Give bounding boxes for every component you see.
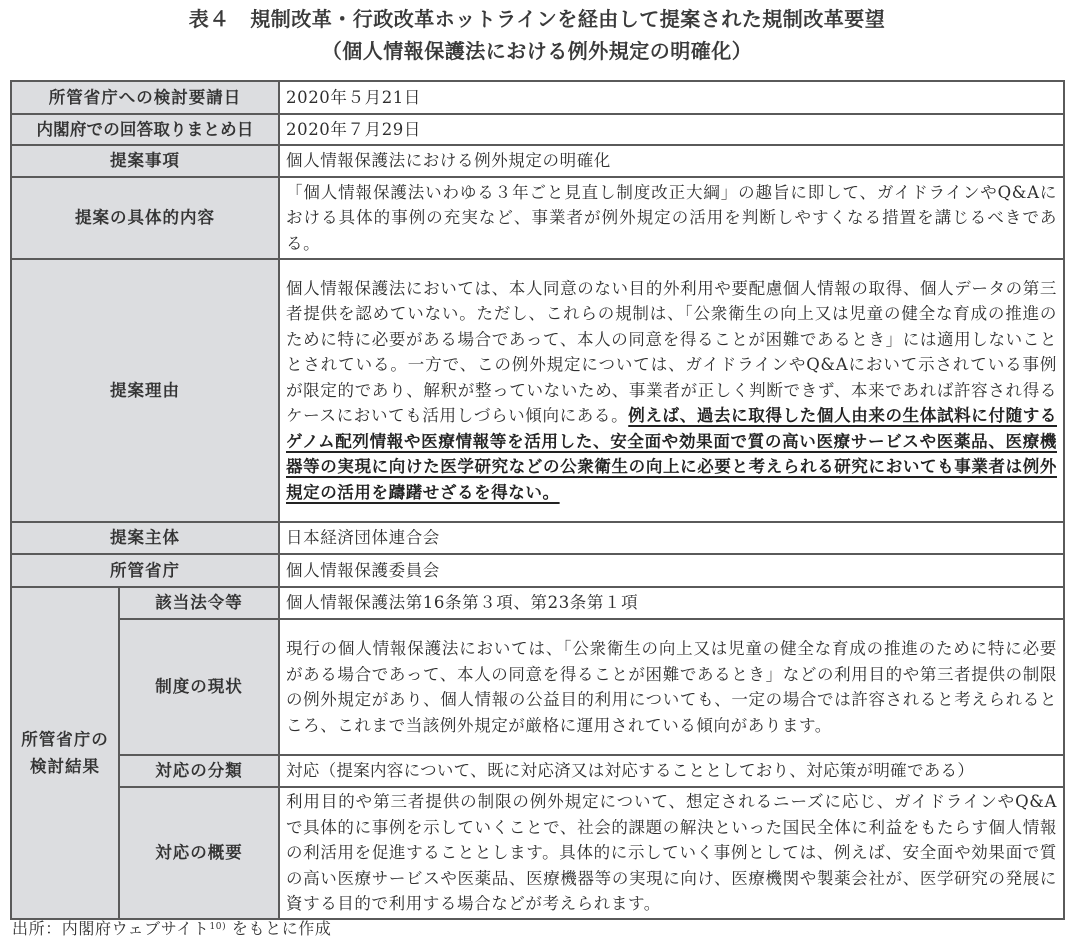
subrow-label-current-system: 制度の現状: [119, 619, 279, 755]
subrow-value-current-system: 現行の個人情報保護法においては、「公衆衛生の向上又は児童の健全な育成の推進のために特に必要がある場合であって、本人の同意を得ることが困難であるとき」などの利用目的や第三者提供の制限の例外規定があり、個人情報の公益目的利用についても、一定の場合では許容されると考えられるところ、これまで当該例外規定が厳格に運用されている傾向があります。: [279, 619, 1064, 755]
table-row: [11, 145, 1064, 177]
row-label-response-date: 内閣府での回答取りまとめ日: [11, 114, 279, 145]
row-value-proposer: 日本経済団体連合会: [279, 522, 1064, 554]
proposal-reason-text: 個人情報保護法においては、本人同意のない目的外利用や要配慮個人情報の取得、個人データの第三者提供を認めていない。ただし、これらの規制は、「公衆衛生の向上又は児童の健全な育成の推進のために特に必要がある場合であって、本人の同意を得ることが困難であるとき」には適用しないこととされている。一方で、この例外規定については、ガイドラインやQ&Aにおいて示されている事例が限定的であり、解釈が整っていないため、事業者が正しく判断できず、本来であれば許容され得るケースにおいても活用しづらい傾向にある。: [286, 278, 1057, 426]
source-prefix: 出所：内閣府ウェブサイト: [12, 919, 210, 938]
regulatory-reform-table: [10, 80, 1065, 920]
table-row: [11, 114, 1064, 145]
group-label-review-results: [11, 587, 119, 919]
row-value-ministry: 個人情報保護委員会: [279, 554, 1064, 587]
row-value-request-date: 2020年５月21日: [279, 81, 1064, 114]
source-suffix: をもとに作成: [226, 919, 332, 938]
row-label-request-date: 所管省庁への検討要請日: [11, 81, 279, 114]
row-label-proposal-reason: 提案理由: [11, 259, 279, 522]
row-label-proposer: 提案主体: [11, 522, 279, 554]
subrow-value-applicable-law: 個人情報保護法第16条第３項、第23条第１項: [279, 587, 1064, 619]
table-row: [11, 587, 1064, 619]
row-value-proposal-item: 個人情報保護法における例外規定の明確化: [279, 145, 1064, 177]
row-label-proposal-details: 提案の具体的内容: [11, 177, 279, 259]
table-row: [11, 522, 1064, 554]
subrow-label-response-summary: 対応の概要: [119, 787, 279, 919]
table-row: [11, 81, 1064, 114]
table-row: [11, 619, 1064, 755]
row-value-proposal-reason: [279, 259, 1064, 522]
subrow-value-response-summary: 利用目的や第三者提供の制限の例外規定について、想定されるニーズに応じ、ガイドラインやQ&Aで具体的に事例を示していくことで、社会的課題の解決といった国民全体に利益をもたらす個人情報の利活用を促進することとします。具体的に示していく事例としては、例えば、安全面や効果面で質の高い医療サービスや医薬品、医療機器等の実現に向け、医療機関や製薬会社が、医学研究の発展に資する目的で利用する場合などが考えられます。: [279, 787, 1064, 919]
subrow-label-response-category: 対応の分類: [119, 755, 279, 787]
subrow-label-applicable-law: 該当法令等: [119, 587, 279, 619]
table-row: [11, 787, 1064, 919]
row-value-proposal-details: 「個人情報保護法いわゆる３年ごと見直し制度改正大綱」の趣旨に即して、ガイドラインやQ&Aにおける具体的事例の充実など、事業者が例外規定の活用を判断しやすくなる措置を講じるべきである。: [279, 177, 1064, 259]
source-note: [12, 918, 332, 940]
group-label-line2: 検討結果: [30, 757, 100, 776]
proposal-reason-emphasis: 例えば、過去に取得した個人由来の生体試料に付随するゲノム配列情報や医療情報等を活用した、安全面や効果面で質の高い医療サービスや医薬品、医療機器等の実現に向けた医学研究などの公衆衛生の向上に必要と考えられる研究においても事業者は例外規定の活用を躊躇せざるを得ない。: [286, 406, 1057, 502]
row-label-ministry: 所管省庁: [11, 554, 279, 587]
table-title: 表４ 規制改革・行政改革ホットラインを経由して提案された規制改革要望: [188, 7, 886, 31]
row-label-proposal-item: 提案事項: [11, 145, 279, 177]
table-row: [11, 177, 1064, 259]
row-value-response-date: 2020年７月29日: [279, 114, 1064, 145]
table-caption: [0, 4, 1074, 66]
subrow-value-response-category: 対応（提案内容について、既に対応済又は対応することとしており、対応策が明確である）: [279, 755, 1064, 787]
group-label-line1: 所管省庁の: [21, 730, 109, 749]
table-row: [11, 554, 1064, 587]
table-subtitle: （個人情報保護法における例外規定の明確化）: [321, 39, 753, 63]
table-row: [11, 755, 1064, 787]
footnote-reference: 10): [209, 922, 227, 932]
table-row: [11, 259, 1064, 522]
